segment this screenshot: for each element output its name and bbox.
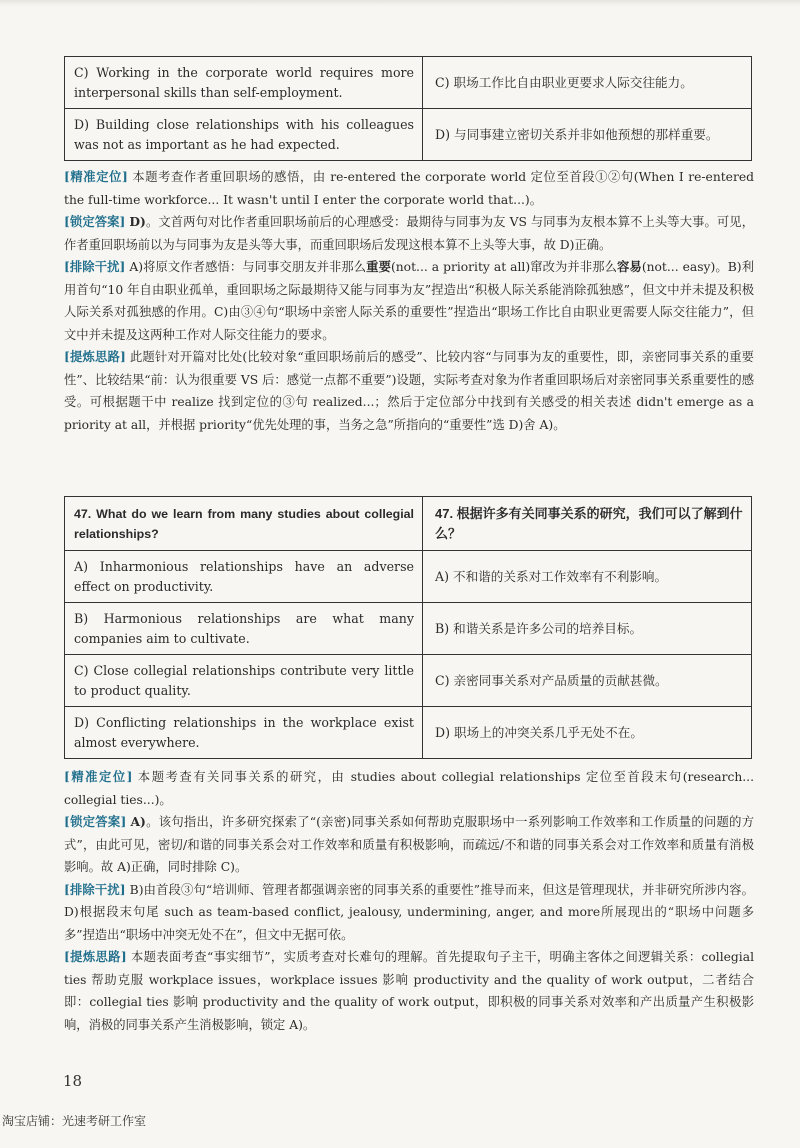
- answer-text: 。文首两句对比作者重回职场前后的心理感受：最期待与同事为友 VS 与同事为友根本算不上头等大事。可见，作者重回职场前以为与同事为友是头等大事，而重回职场后发现这根本算不上头等大事，故 D)正确。: [64, 215, 754, 252]
- exclude-paragraph: [64, 256, 754, 346]
- thinking-text: 本题表面考查“事实细节”，实质考查对长难句的理解。首先提取句子主干，明确主客体之间逻辑关系：collegial ties 帮助克服 workplace issues，workplace issues 影响 productivity and the quality of work output，二者结合即：collegial ties 影响 productivity and the quality of work output，即积极的同事关系对效率和产出质量产生积极影响，消极的同事关系产生消极影响，锁定 A)。: [64, 950, 754, 1032]
- option-en: D) Building close relationships with his colleagues was not as important as he had expected.: [65, 109, 423, 161]
- option-en: C) Working in the corporate world requires more interpersonal skills than self-employment.: [65, 57, 423, 109]
- locate-text: 本题考查有关同事关系的研究，由 studies about collegial relationships 定位至首段末句(research... collegial ties...)。: [64, 770, 754, 807]
- option-en: C) Close collegial relationships contribute very little to product quality.: [65, 655, 423, 707]
- locate-tag: [精准定位]: [64, 769, 133, 784]
- question-zh: 47. 根据许多有关同事关系的研究，我们可以了解到什么？: [423, 497, 752, 551]
- option-en: A) Inharmonious relationships have an adverse effect on productivity.: [65, 551, 423, 603]
- exclude-text: B)由首段③句“培训师、管理者都强调亲密的同事关系的重要性”推导而来，但这是管理现状，并非研究所涉内容。D)根据段末句尾 such as team-based conflict, jealousy, undermining, anger, and more所展现出的“职场中问题多多”捏造出“职场中冲突无处不在”，但文中无据可依。: [64, 882, 754, 942]
- exclude-tag: [排除干扰]: [64, 259, 126, 274]
- thinking-paragraph: [64, 346, 754, 436]
- page-edge: [0, 0, 800, 6]
- locate-tag: [精准定位]: [64, 169, 128, 184]
- table-row: [65, 603, 752, 655]
- analysis-q47: [64, 766, 754, 1036]
- answer-letter: A): [130, 814, 146, 829]
- exclude-text: (not... easy)。B)利用首句“10 年自由职业孤单，重回职场之际最期待又能与同事为友”捏造出“积极人际关系能消除孤独感”，但文中并未提及积极人际关系对孤独感的作用。C)由③④句“职场中亲密人际关系的重要性”捏造出“职场工作比自由职业更需要人际交往能力”，但文中并未提及这两种工作对人际交往能力的要求。: [64, 260, 754, 342]
- option-en: B) Harmonious relationships are what many companies aim to cultivate.: [65, 603, 423, 655]
- answer-tag: [锁定答案]: [64, 814, 127, 829]
- answer-letter: D): [129, 214, 146, 229]
- option-zh: A) 不和谐的关系对工作效率有不利影响。: [423, 551, 752, 603]
- thinking-tag: [提炼思路]: [64, 949, 127, 964]
- question-row: [65, 497, 752, 551]
- options-table-q47: [64, 496, 752, 759]
- option-zh: B) 和谐关系是许多公司的培养目标。: [423, 603, 752, 655]
- answer-paragraph: [64, 211, 754, 256]
- option-zh: C) 亲密同事关系对产品质量的贡献甚微。: [423, 655, 752, 707]
- locate-text: 本题考查作者重回职场的感悟，由 re-entered the corporate world 定位至首段①②句(When I re-entered the full-time workforce... It wasn't until I enter the corporate world that...)。: [64, 170, 754, 207]
- page-number: 18: [63, 1072, 83, 1090]
- thinking-text: 此题针对开篇对比处(比较对象“重回职场前后的感受”、比较内容“与同事为友的重要性，即，亲密同事关系的重要性”、比较结果“前：认为很重要 VS 后：感觉一点都不重要”)设题，实际考查对象为作者重回职场后对亲密同事关系重要性的感受。可根据题干中 realize 找到定位的③句 realized...；然后于定位部分中找到有关感受的相关表述 didn't emerge as a priority at all，并根据 priority“优先处理的事，当务之急”所指向的“重要性”选 D)舍 A)。: [64, 350, 754, 432]
- table-row: [65, 707, 752, 759]
- option-zh: C) 职场工作比自由职业更要求人际交往能力。: [423, 57, 752, 109]
- thinking-tag: [提炼思路]: [64, 349, 126, 364]
- answer-paragraph: [64, 811, 754, 879]
- thinking-paragraph: [64, 946, 754, 1036]
- footer-shop-note: 淘宝店铺：光速考研工作室: [2, 1114, 147, 1128]
- options-table-q46: [64, 56, 752, 161]
- exclude-keyword: 容易: [617, 259, 642, 274]
- exclude-keyword: 重要: [366, 259, 391, 274]
- option-zh: D) 与同事建立密切关系并非如他预想的那样重要。: [423, 109, 752, 161]
- exclude-paragraph: [64, 879, 754, 947]
- option-en: D) Conflicting relationships in the workplace exist almost everywhere.: [65, 707, 423, 759]
- exclude-text: (not... a priority at all)窜改为并非那么: [390, 260, 618, 274]
- table-row: [65, 57, 752, 109]
- exclude-text: A)将原文作者感悟：与同事交朋友并非那么: [129, 260, 367, 274]
- locate-paragraph: [64, 766, 754, 811]
- option-zh: D) 职场上的冲突关系几乎无处不在。: [423, 707, 752, 759]
- analysis-q46: [64, 166, 754, 436]
- table-row: [65, 109, 752, 161]
- question-en: 47. What do we learn from many studies about collegial relationships?: [65, 497, 423, 551]
- answer-tag: [锁定答案]: [64, 214, 126, 229]
- table-row: [65, 655, 752, 707]
- exclude-tag: [排除干扰]: [64, 881, 126, 897]
- locate-paragraph: [64, 166, 754, 211]
- table-row: [65, 551, 752, 603]
- answer-text: 。该句指出，许多研究探索了“(亲密)同事关系如何帮助克服职场中一系列影响工作效率和工作质量的问题的方式”，由此可见，密切/和谐的同事关系会对工作效率和质量有积极影响，而疏远/不和谐的同事关系会对工作效率和质量有消极影响。故 A)正确，同时排除 C)。: [64, 815, 754, 874]
